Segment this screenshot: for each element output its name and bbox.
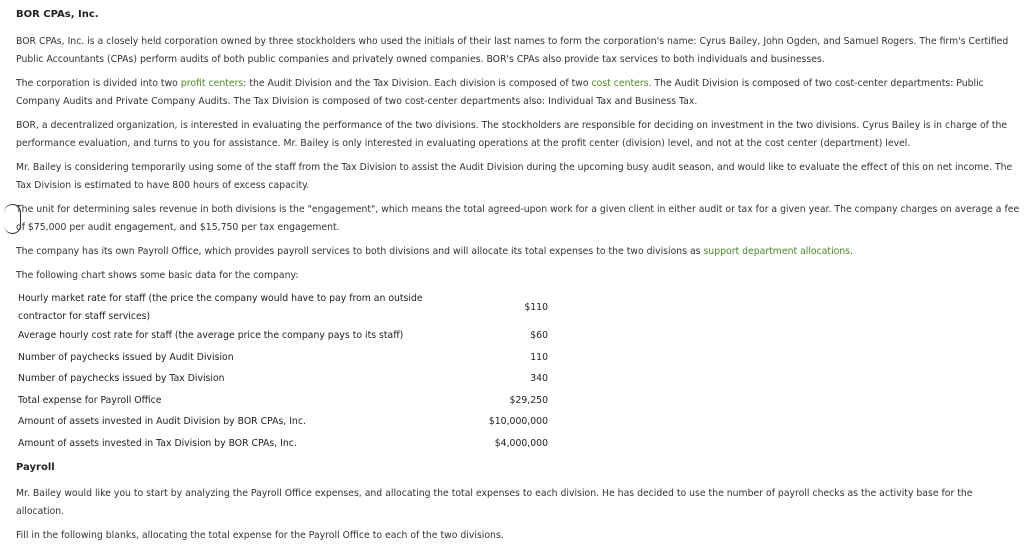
document-title: BOR CPAs, Inc. [16,9,99,20]
divisions-text-c: . The Audit Division is composed of two cost-center departments: Public Company Audits and Private Company Audits. The Tax Division is composed of two cost-center departments also: Individual Tax and Business Tax. [16,78,984,107]
fill-in-instructions: Fill in the following blanks, allocating the total expense for the Payroll Office to each of the two divisions. [16,530,504,541]
table-row-value: $4,000,000 [494,437,548,449]
support-department-allocations-link[interactable]: support department allocations [703,246,851,257]
divisions-paragraph [16,75,1020,110]
payroll-office-text-b: . [850,246,854,257]
table-row [18,433,548,455]
table-row-value: $60 [530,330,548,342]
table-row-value: 110 [530,351,548,363]
table-row-value: $29,250 [509,394,548,406]
table-row-label: Total expense for Payroll Office [18,394,162,406]
table-row-label: Hourly market rate for staff (the price the company would have to pay from an outside contractor for staff services) [18,293,423,322]
table-row-label: Average hourly cost rate for staff (the average price the company pays to its staff) [18,330,404,341]
cost-centers-link[interactable]: cost centers [591,78,649,89]
profit-centers-link[interactable]: profit centers [180,78,244,89]
evaluation-paragraph: BOR, a decentralized organization, is interested in evaluating the performance of the two divisions. The stockholders are responsible for deciding on investment in the two divisions. Cyrus Bailey is in charge of the performance evaluation, and turns to you for assistance. Mr. Bailey is only interested in evaluating operations at the profit center (division) level, and not at the cost center (department) level. [16,120,1008,149]
payroll-heading: Payroll [16,462,55,473]
payroll-instructions-paragraph: Mr. Bailey would like you to start by analyzing the Payroll Office expenses, and allocating the total expenses to each division. He has decided to use the number of payroll checks as the activity base for the allocation. [16,488,973,517]
table-row-value: $10,000,000 [488,416,548,428]
table-row [18,368,548,390]
payroll-office-paragraph [16,243,1020,261]
table-row-value: 340 [530,373,548,385]
table-row-value: $110 [524,302,548,313]
chart-intro-text: The following chart shows some basic data for the company: [16,270,299,281]
company-data-table [18,290,548,454]
table-row [18,290,548,325]
divisions-text-a: The corporation is divided into two [16,78,181,89]
table-row [18,390,548,412]
table-row-label: Amount of assets invested in Tax Division by BOR CPAs, Inc. [18,437,297,449]
revenue-paragraph: The unit for determining sales revenue in both divisions is the "engagement", which means the total agreed-upon work for a given client in either audit or tax for a given year. The company charges on average a fee of $75,000 per audit engagement, and $15,750 per tax engagement. [16,204,1020,233]
table-row-label: Number of paychecks issued by Tax Division [18,373,225,384]
table-row-label: Amount of assets invested in Audit Division by BOR CPAs, Inc. [18,416,306,427]
divisions-text-b: : the Audit Division and the Tax Division. Each division is composed of two [243,78,592,89]
capacity-paragraph: Mr. Bailey is considering temporarily using some of the staff from the Tax Division to assist the Audit Division during the upcoming busy audit season, and would like to evaluate the effect of this on net income. The Tax Division is estimated to have 800 hours of excess capacity. [16,162,1013,191]
table-row [18,347,548,369]
payroll-office-text-a: The company has its own Payroll Office, which provides payroll services to both divisions and will allocate its total expenses to the two divisions as [16,246,704,257]
table-row [18,411,548,433]
intro-paragraph: BOR CPAs, Inc. is a closely held corporation owned by three stockholders who used the initials of their last names to form the corporation's name: Cyrus Bailey, John Ogden, and Samuel Rogers. The firm's Certified Public Accountants (CPAs) perform audits of both public companies and privately owned companies. BOR's CPAs also provide tax services to both individuals and businesses. [16,36,1009,65]
table-row [18,325,548,347]
table-row-label: Number of paychecks issued by Audit Division [18,351,234,363]
